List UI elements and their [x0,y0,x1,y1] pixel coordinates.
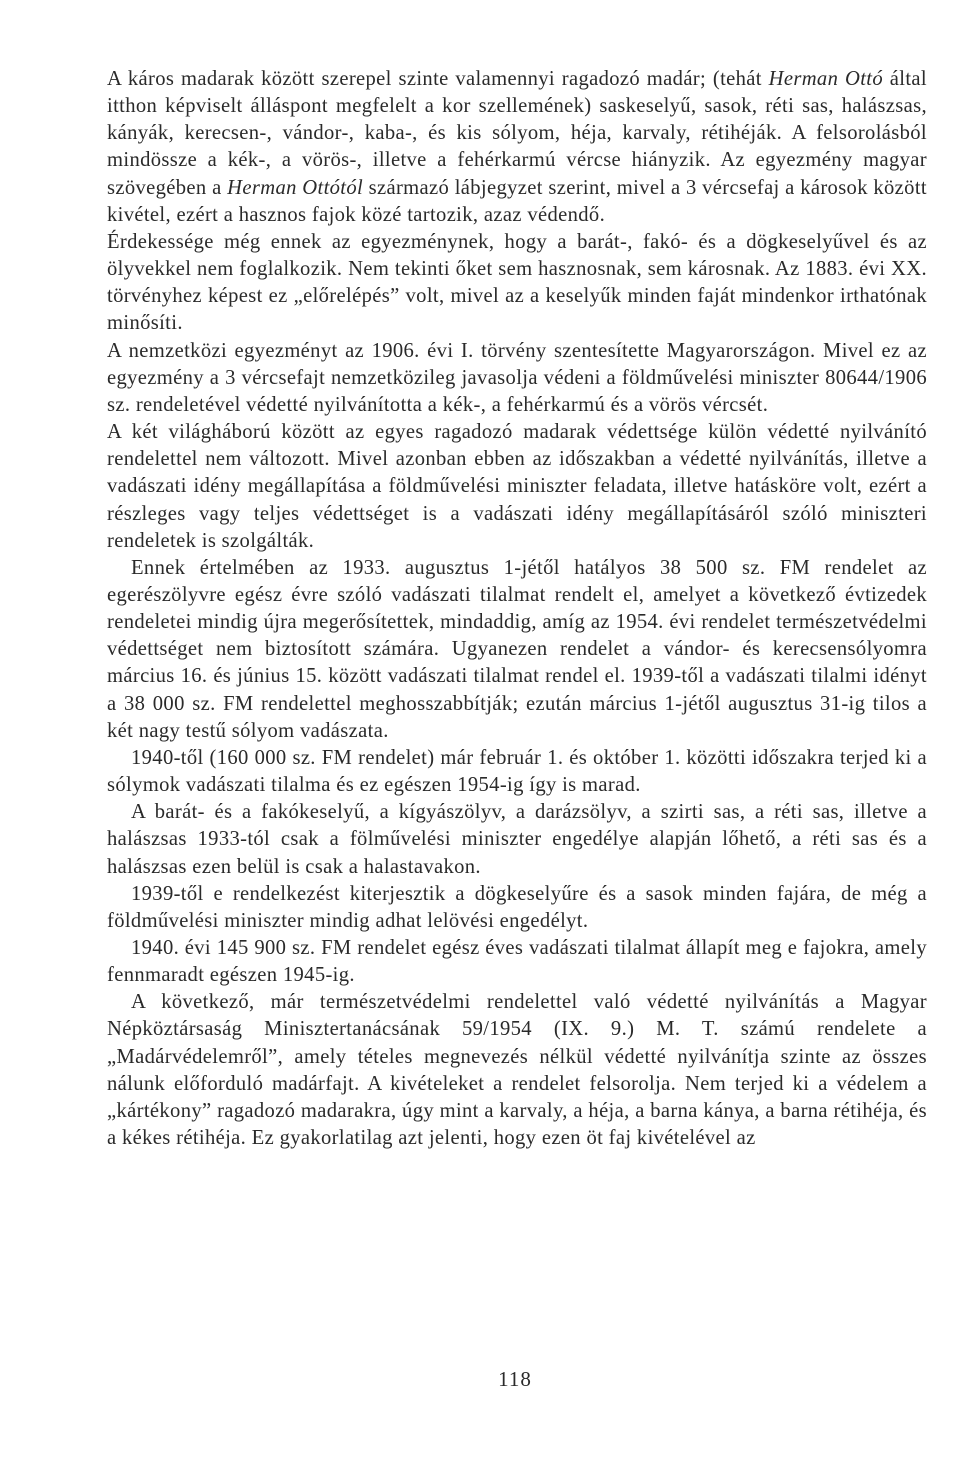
paragraph-6: 1940-től (160 000 sz. FM rendelet) már február 1. és október 1. közötti időszakra terjed ki a sólymok vadászati tilalma és ez egészen 1954-ig így is marad. [107,746,927,797]
author-name: Herman Ottó [768,68,884,90]
paragraph-8: 1939-től e rendelkezést kiterjesztik a dögkeselyűre és a sasok minden fajára, de még a földművelési miniszter mindig adhat lelövési engedélyt. [107,882,927,932]
author-name: Herman Ottótól [227,176,364,199]
page-body [107,66,927,1152]
paragraph-5: Ennek értelmében az 1933. augusztus 1-jétől hatályos 38 500 sz. FM rendelet az egerészölyvre egész évre szóló vadászati tilalmat rendelt el, amelyet a következő évtizedek rendeletei mindig újra megerősítettek, mindaddig, amíg az 1954. évi rendelet természetvédelmi védettséget nem biztosított számára. Ugyanezen rendelet a vándor- és kerecsensólyomra március 16. és június 15. között vadászati tilalmat rendel el. 1939-től a vadászati tilalmi idényt a 38 000 sz. FM rendelettel meghosszabbítják; ezután március 1-jétől augusztus 31-ig tilos a két nagy testű sólyom vadászata. [107,556,927,742]
paragraph-10: A következő, már természetvédelmi rendelettel való védetté nyilvánítás a Magyar Népköztársaság Minisztertanácsának 59/1954 (IX. 9.) M. T. számú rendelete a „Madárvédelemről”, amely tételes megnevezés nélkül védetté nyilvánítja szinte az összes nálunk előforduló madárfajt. A kivételeket a rendelet felsorolja. Nem terjed ki a védelem a „kártékony” ragadozó madarakra, úgy mint a karvaly, a héja, a barna kánya, a barna rétihéja, és a kékes rétihéja. Ez gyakorlatilag azt jelenti, hogy ezen öt faj kivételével az [107,991,927,1150]
paragraph-4: A két világháború között az egyes ragadozó madarak védettsége külön védetté nyilvánító rendelettel nem változott. Mivel azonban ebben az időszakban a védetté nyilvánítás, illetve a vadászati idény megállapítása a földművelési miniszter feladata, illetve hatásköre volt, ezért a részleges vagy teljes védettséget is a vadászati idény megállapításáról szóló miniszteri rendeletek is szolgálták. [107,421,927,552]
text-run: A káros madarak között szerepel szinte valamennyi ragadozó madár; (tehát [107,68,769,90]
text-run: által itthon képviselt álláspont megfelelt a kor szellemének) saskeselyű, sasok, réti sas, halászsas, kányák, kerecsen-, vándor-, kaba-, és kis sólyom, héja, karvaly, rétihéják. A felsorolásból mindössze a kék-, a vörös-, illetve a fehérkarmú vércse hiányzik. Az egyezmény magyar szövegében a [107,68,927,199]
paragraph-9: 1940. évi 145 900 sz. FM rendelet egész éves vadászati tilalmat állapít meg e fajokra, amely fennmaradt egészen 1945-ig. [107,937,927,987]
text-run: származó lábjegyzet szerint, mivel a 3 vércsefaj a károsok között kivétel, ezért a hasznos fajok közé tartozik, azaz védendő. [107,176,927,226]
paragraph-3: A nemzetközi egyezményt az 1906. évi I. törvény szentesítette Magyarországon. Mivel ez az egyezmény a 3 vércsefajt nemzetközileg javasolja védeni a földművelési miniszter 80644/1906 sz. rendeletével védetté nyilvánította a kék-, a fehérkarmú és a vörös vércsét. [107,339,927,416]
paragraph-1 [107,66,927,229]
paragraph-2: Érdekessége még ennek az egyezménynek, hogy a barát-, fakó- és a dögkeselyűvel és az ölyvekkel nem foglalkozik. Nem tekinti őket sem hasznosnak, sem károsnak. Az 1883. évi XX. törvényhez képest ez „előrelépés” volt, mivel az a keselyűk minden faját mindenkor irthatónak minősíti. [107,230,927,335]
page-number: 118 [498,1367,532,1391]
paragraph-7: A barát- és a fakókeselyű, a kígyászölyv, a darázsölyv, a szirti sas, a réti sas, illetve a halászsas 1933-tól csak a fölművelési miniszter engedélye alapján lőhető, a réti sas és a halászsas ezen belül is csak a halastavakon. [107,801,927,878]
